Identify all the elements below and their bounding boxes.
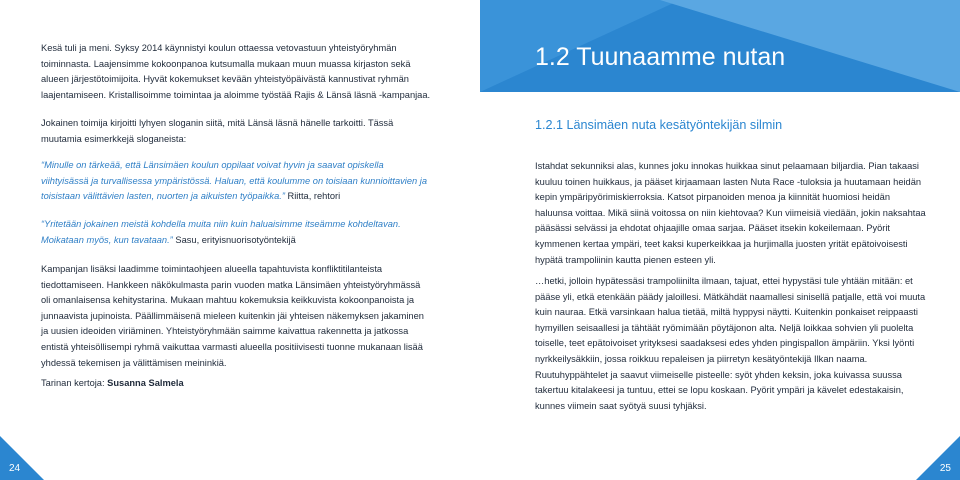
story-paragraph-2: …hetki, jolloin hypätessäsi trampoliinilta ilmaan, tajuat, ettei hypystäsi tule yhtään mitään: et pääse yli, etkä etenkään päädy jaloillesi. Mätkähdät naamallesi sinisellä patjalle, että voi muuta kuin nauraa. Etkä varsinkaan halua tietää, miltä hyppysi näytti. Kuitenkin ponkaiset reippaasti hymyillen seisaallesi ja tähtäät ryömimään pöytäjonon alta. Neljä loikkaa sohvien yli puolelta toiselle, teet epätoivoiset yrityksesi saadaksesi edes yhden pingispallon ämpäriin. Yksi lyönti nyrkkeilysäkkiin, jossa roikkuu repaleisen ja piirretyn kesätyöntekijä Ilkan naama. Ruutuhyppähtelet ja saavut viimeiselle pisteelle: syöt yhden keksin, joka kuivassa suussa takertuu kitalakeesi ja tuntuu, ettei se lopu koskaan. Pyörit ympäri ja kävelet edestakaisin, kunnes viimein saat syötyä suusi tyhjäksi. [535,276,926,411]
quote-1-text: “Minulle on tärkeää, että Länsimäen koulun oppilaat voivat hyvin ja saavat opiskella viihtyisässä ja turvallisessa ympäristössä. Haluan, että koulumme on toisiaan kunnioittavien ja toisistaan välittävien lasten, nuorten ja aikuisten työpaikka.” [41,160,428,202]
quote-2-author: Sasu, erityisnuorisotyöntekijä [175,234,296,245]
campaign-paragraph: Kampanjan lisäksi laadimme toimintaohjeen alueella tapahtuvista konfliktitilanteista tiedottamiseen. Hankkeen näkökulmasta parin vuoden matka Länsimäen yhteistyöryhmässä oli omanlaisensa kehitystarina. Mukaan mahtuu kokemuksia keikkuvista kokoonpanoista ja junnaavista jupinoista. Päällimmäisenä mieleen kuitenkin jäi yhteisen näkemyksen jakaminen ja uusien ideoiden viriäminen. Yhteistyöryhmään saimme kaivattua rakennetta ja jatkossa entistä yhteisöllisempi ryhmä vaikuttaa varmasti alueella positiivisesti tuonne mukanaan lisää yhdessä tekemisen ja välittämisen meininkiä. [41,264,424,368]
page-number-right: 25 [939,463,951,474]
right-page [480,0,960,480]
quote-2-text: “Yritetään jokainen meistä kohdella muita niin kuin haluaisimme itseämme kohdeltavan. Moikataan myös, kun tavataan.” [41,219,401,245]
page-number-left: 24 [9,463,21,474]
page-corner-left [0,436,44,480]
slogan-quote-1 [41,158,431,205]
story-paragraph-1: Istahdat sekunniksi alas, kunnes joku innokas huikkaa sinut pelaamaan biljardia. Pian takaasi kuuluu toinen huikkaus, ja pääset kirjaamaan lasten Nuta Race -tuloksia ja huutamaan heidän kepin ympäripyörimiskierroksia. Katsot pirpanoiden menoa ja kiinnität huomiosi heidän haluunsa voittaa. Mikä siinä voitossa on niin kiehtovaa? Kun viimeisiä viedään, jokin naksahtaa pääsässi selvässi ja ehdotat ohjaajille omaa sarjaa. Pääset itsekin kokeilemaan. Pyörit kymmenen kertaa ympäri, teet kaksi kuperkeikkaa ja hurjimalla juosten yrität epätoivoisesti hypätä trampoliinin kautta pienen esteen yli. [535,161,926,265]
quote-1-author: Riitta, rehtori [287,191,341,202]
slogan-intro-paragraph: Jokainen toimija kirjoitti lyhyen sloganin siitä, mitä Länsä läsnä hänelle tarkoitti. Tässä muutamia esimerkkejä sloganeista: [41,118,394,144]
page-corner-right [916,436,960,480]
storyteller-credit [41,376,431,392]
slogan-quote-2 [41,217,431,248]
storyteller-name: Susanna Salmela [107,378,184,388]
chapter-heading: 1.2 Tuunaamme nutan [535,43,786,71]
section-subheading: 1.2.1 Länsimäen nuta kesätyöntekijän silmin [535,118,783,132]
intro-paragraph: Kesä tuli ja meni. Syksy 2014 käynnistyi koulun ottaessa vetovastuun yhteistyöryhmän toiminnasta. Laajensimme kokoonpanoa kutsumalla mukaan muun muassa kirjaston sekä alueen järjestötoimijoita. Hyvät kokemukset kevään yhteistyöpäivästä kannustivat ryhmän laajentamiseen. Kristallisoimme toimintaa ja aloimme työstää Rajis & Länsä läsnä -kampanjaa. [41,43,431,100]
storyteller-label: Tarinan kertoja: [41,378,105,388]
